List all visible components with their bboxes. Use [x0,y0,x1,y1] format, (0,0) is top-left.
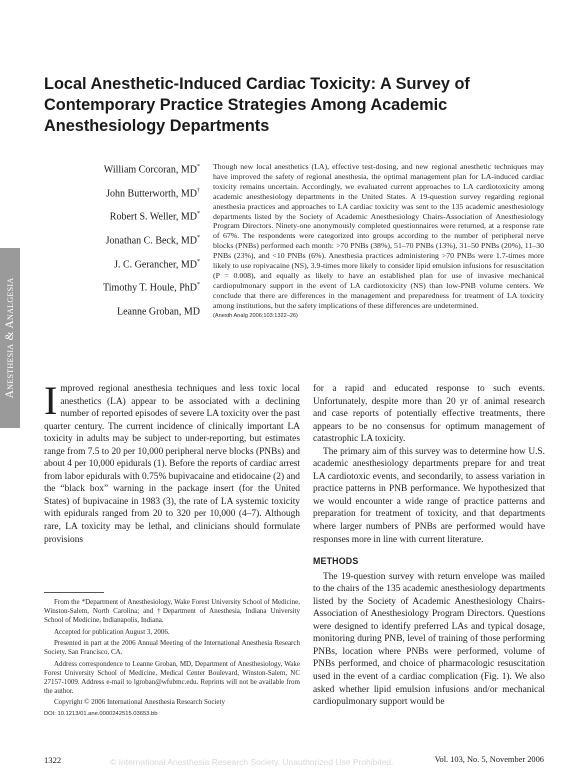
author-name: J. C. Gerancher, MD [114,259,197,271]
author-name: William Corcoran, MD [103,164,197,176]
author-item [40,257,200,281]
body-left-column [44,378,300,546]
author-name: Robert S. Weller, MD [109,211,197,223]
paragraph: The primary aim of this survey was to determine how U.S. academic anesthesiology departments prepare for and treat LA cardiotoxic events, and secondarily, to assess variation in practice patterns in PNB performance. We hypothesized that we would encounter a wide range of practice patterns and preparation for treatment of toxicity, and that departments where larger numbers of PNBs are performed would have responses more in line with current literature. [313,446,545,545]
affiliation-mark: † [197,187,200,194]
author-name: Timothy T. Houle, PhD [103,282,197,294]
paragraph: for a rapid and educated response to such events. Unfortunately, despite more than 20 yr of animal research and case reports of potentially effective treatments, there appears to be no consensus for optimum management of catastrophic LA toxicity. [313,384,545,445]
author-name: John Butterworth, MD [106,188,197,200]
author-item [40,162,200,186]
journal-side-banner [0,248,20,428]
abstract [213,162,544,322]
author-item [40,280,200,304]
footnote-copyright: Copyright © 2006 International Anesthesia Research Society [54,698,225,707]
footnote-divider [44,592,104,593]
intro-text: mproved regional anesthesia techniques and less toxic local anesthetics (LA) appear to be associated with a declining number of reported episodes of severe LA toxicity over the past quarter century. The current incidence of clinically important LA toxicity in adults may be subject to under-reporting, but estimates range from 7.5 to 20 per 10,000 peripheral nerve blocks (PNBs) and about 4 per 10,000 epidurals (1). Before the reports of cardiac arrest from labor epidurals with 0.75% bupivacaine and etidocaine (2) and the “black box” warning in the package insert (for the United States) of bupivacaine in 1983 (3), the rate of LA systemic toxicity with epidurals ranged from 20 to 320 per 10,000 (4–7). Although rare, LA toxicity may be lethal, and clinicians should formulate provisions [44,384,300,545]
affiliation-mark: * [197,258,200,265]
article-title: Local Anesthetic-Induced Cardiac Toxicity: A Survey of Contemporary Practice Strategies Among Academic Anesthesiology Departments [44,75,470,135]
journal-name: Anesthesia & Analgesia [4,277,16,399]
footnote-accepted: Accepted for publication August 3, 2006. [54,627,170,636]
affiliation-mark: * [197,211,200,218]
author-item [40,209,200,233]
intro-paragraph [44,378,300,546]
author-name: Jonathan C. Beck, MD [105,235,197,247]
footnote-correspondence: Address correspondence to Leanne Groban, MD, Department of Anesthesiology, Wake Forest University School of Medicine, Medical Center Boulevard, Winston-Salem, NC 27157-1009. Address e-mail to lgroban@wfubmc.edu. Reprints will not be available from the author. [44,659,300,695]
abstract-text: Though new local anesthetics (LA), effective test-dosing, and new regional anesthetic techniques may have improved the safety of regional anesthesia, the optimal management plan for LA-induced cardiac toxicity remains uncertain. Accordingly, we evaluated current approaches to LA cardiotoxicity among academic anesthesiology departments in the United States. A 19-question survey regarding regional anesthesia practices and approaches to LA cardiac toxicity was sent to the 135 academic anesthesiology departments listed by the Society of Academic Anesthesiology Chairs-Association of Anesthesiology Program Directors. Ninety-one anonymously completed questionnaires were returned, at a response rate of 67%. The respondents were categorized into groups according to the number of peripheral nerve blocks (PNBs) performed each month: >70 PNBs (38%), 51–70 PNBs (13%), 31–50 PNBs (20%), 11–30 PNBs (23%), and <10 PNBs (6%). Anesthesia practices administering >70 PNBs were 1.7-times more likely to use ropivacaine (NS), 3.9-times more likely to consider lipid emulsion infusions for resuscitation (P = 0.008), and equally as likely to have an established plan for use of invasive mechanical cardiopulmonary support in the event of LA cardiotoxicity (NS) than low-PNB volume centers. We conclude that there are differences in the management and preparedness for treatment of LA toxicity among institutions, but the safety implications of these differences are undetermined. [213,162,544,310]
footnotes [44,598,300,722]
author-item [40,186,200,210]
author-name: Leanne Groban, MD [116,306,200,318]
abstract-citation: (Anesth Analg 2006;103:1322–26) [213,312,298,319]
author-item [40,233,200,257]
drop-cap: I [44,378,58,423]
volume-info: Vol. 103, No. 5, November 2006 [434,755,544,764]
footnote-affiliations: From the *Department of Anesthesiology, Wake Forest University School of Medicine, Winston-Salem, North Carolina; and †Department of Anesthesia, Indiana University School of Medicine, Indianapolis, Indiana. [44,598,300,624]
author-list [40,162,200,328]
footnote-presented: Presented in part at the 2006 Annual Meeting of the International Anesthesia Research Society, San Francisco, CA. [44,639,300,657]
paragraph: The 19-question survey with return envelope was mailed to the chairs of the 135 academic anesthesiology departments listed by the Society of Academic Anesthesiology Chairs-Association of Anesthesiology Program Directors. Questions were designed to identify preferred LAs and typical dosage, monitoring during PNB, level of training of those performing PNBs, location where PNBs were performed, volume of PNBs performed, and choice of pharmacologic resuscitation used in the event of a cardiac complication (Fig. 1). We also asked whether lipid emulsion infusions and/or mechanical cardiopulmonary support would be [313,571,545,708]
author-item [40,304,200,328]
watermark: © International Anesthesia Research Society. Unauthorized Use Prohibited. [110,757,394,767]
affiliation-mark: * [197,164,200,170]
affiliation-mark: * [197,235,200,242]
body-right-column [313,383,545,709]
page-number: 1322 [44,755,62,765]
doi: DOI: 10.1213/01.ane.0000242515.03653.bb [44,710,158,717]
section-heading-methods: METHODS [313,556,359,567]
affiliation-mark: * [197,282,200,289]
